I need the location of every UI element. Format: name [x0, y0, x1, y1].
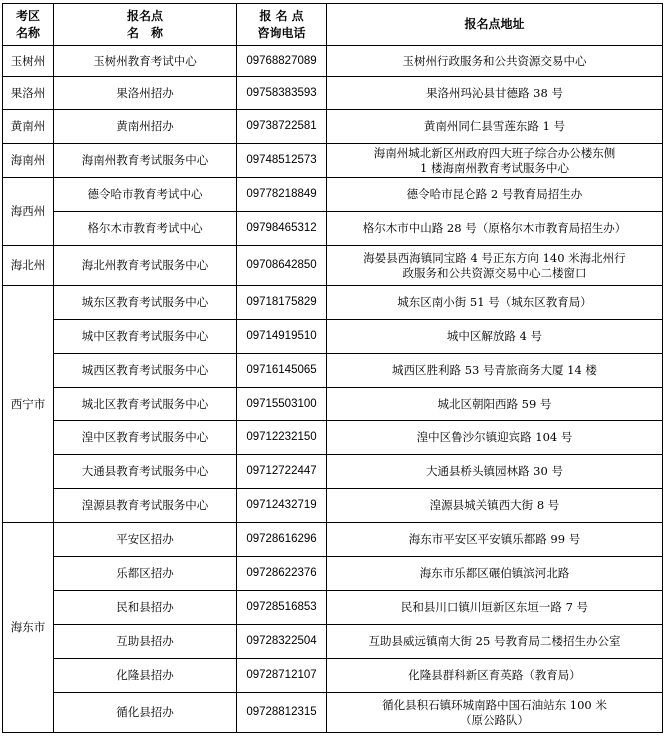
header-area-line1: 考区	[15, 8, 40, 23]
site-name-cell: 乐都区招办	[54, 557, 237, 591]
phone-cell: 09728622376	[237, 557, 327, 591]
address-cell	[327, 320, 663, 354]
address-line: 海东市平安区平安镇乐都路 99 号	[408, 532, 581, 546]
address-line: 玉树州行政服务和公共资源交易中心	[402, 53, 587, 68]
address-cell	[327, 591, 663, 625]
phone-cell: 09758383593	[237, 77, 327, 110]
table-row	[3, 557, 663, 591]
address-cell	[327, 246, 663, 286]
site-name-cell: 黄南州招办	[54, 110, 237, 144]
address-line: 循化县积石镇环城南路中国石油站东 100 米	[382, 697, 607, 712]
site-name-cell: 城东区教育考试服务中心	[54, 286, 237, 320]
site-name-cell: 城北区教育考试服务中心	[54, 388, 237, 421]
table-row	[3, 489, 663, 523]
address-line: 果洛州玛沁县甘德路 38 号	[426, 85, 563, 100]
header-area-line2: 名称	[15, 25, 40, 40]
address-cell	[327, 557, 663, 591]
phone-cell: 09712432719	[237, 489, 327, 523]
address-line: 城西区胜利路 53 号青旅商务大厦 14 楼	[392, 363, 597, 377]
phone-cell: 09798465312	[237, 212, 327, 246]
header-area	[3, 4, 54, 46]
registration-sites-table	[2, 3, 663, 733]
site-name-cell: 循化县招办	[54, 693, 237, 733]
area-name-cell: 黄南州	[3, 110, 54, 144]
area-name-cell: 西宁市	[3, 286, 54, 523]
phone-cell: 09768827089	[237, 46, 327, 77]
header-phone	[237, 4, 327, 46]
address-line: 城北区朝阳西路 59 号	[437, 396, 552, 411]
address-line: 黄南州同仁县雪莲东路 1 号	[423, 119, 566, 133]
header-site-line1: 报名点	[126, 8, 163, 23]
phone-cell: 09718175829	[237, 286, 327, 320]
address-line: 化隆县群科新区育英路（教育局）	[408, 668, 581, 682]
address-cell	[327, 523, 663, 557]
phone-cell: 09714919510	[237, 320, 327, 354]
table-row	[3, 354, 663, 388]
phone-cell: 09728712107	[237, 659, 327, 693]
address-line: 格尔木市中山路 28 号（原格尔木市教育局招生办）	[362, 221, 627, 235]
address-line: 湟中区鲁沙尔镇迎宾路 104 号	[416, 430, 573, 444]
header-site	[54, 4, 237, 46]
area-name-cell: 海东市	[3, 523, 54, 733]
site-name-cell: 互助县招办	[54, 625, 237, 659]
table-row	[3, 625, 663, 659]
address-line: 大通县桥头镇园林路 30 号	[426, 464, 563, 478]
phone-cell: 09728322504	[237, 625, 327, 659]
phone-cell: 09738722581	[237, 110, 327, 144]
site-name-cell: 格尔木市教育考试中心	[54, 212, 237, 246]
address-cell	[327, 110, 663, 144]
phone-cell: 09712232150	[237, 421, 327, 455]
header-site-line2: 名 称	[126, 25, 163, 40]
table-row	[3, 693, 663, 733]
address-line: 海东市乐都区碾伯镇滨河北路	[419, 566, 570, 580]
phone-cell: 09778218849	[237, 178, 327, 212]
phone-cell: 09748512573	[237, 144, 327, 178]
address-cell	[327, 212, 663, 246]
address-line: 德令哈市昆仑路 2 号教育局招生办	[406, 187, 583, 201]
table-row	[3, 212, 663, 246]
table-row	[3, 320, 663, 354]
address-cell	[327, 178, 663, 212]
area-name-cell: 果洛州	[3, 77, 54, 110]
phone-cell: 09708642850	[237, 246, 327, 286]
header-phone-line2: 咨询电话	[257, 25, 306, 40]
phone-cell: 09728516853	[237, 591, 327, 625]
table-header-row	[3, 4, 663, 46]
site-name-cell: 城中区教育考试服务中心	[54, 320, 237, 354]
address-line-2: （原公路队）	[460, 712, 529, 727]
address-line: 城东区南小街 51 号（城东区教育局）	[397, 295, 592, 309]
table-row	[3, 46, 663, 77]
address-cell	[327, 455, 663, 489]
address-cell	[327, 625, 663, 659]
header-phone-line1: 报 名 点	[259, 8, 304, 23]
table-row	[3, 455, 663, 489]
address-cell	[327, 144, 663, 178]
phone-cell: 09712722447	[237, 455, 327, 489]
table-body	[3, 46, 663, 733]
area-name-cell: 玉树州	[3, 46, 54, 77]
address-line: 互助县威远镇南大街 25 号教育局二楼招生办公室	[368, 634, 621, 648]
site-name-cell: 湟源县教育考试服务中心	[54, 489, 237, 523]
phone-cell: 09716145065	[237, 354, 327, 388]
site-name-cell: 玉树州教育考试中心	[54, 46, 237, 77]
address-line: 湟源县城关镇西大街 8 号	[429, 498, 560, 512]
table-row	[3, 110, 663, 144]
table-row	[3, 659, 663, 693]
site-name-cell: 大通县教育考试服务中心	[54, 455, 237, 489]
site-name-cell: 化隆县招办	[54, 659, 237, 693]
address-cell	[327, 286, 663, 320]
address-line: 海南州城北新区州政府四大班子综合办公楼东侧	[373, 145, 616, 160]
area-name-cell: 海北州	[3, 246, 54, 286]
address-cell	[327, 659, 663, 693]
table-row	[3, 523, 663, 557]
phone-cell: 09715503100	[237, 388, 327, 421]
site-name-cell: 民和县招办	[54, 591, 237, 625]
site-name-cell: 平安区招办	[54, 523, 237, 557]
site-name-cell: 果洛州招办	[54, 77, 237, 110]
phone-cell: 09728616296	[237, 523, 327, 557]
table-row	[3, 286, 663, 320]
header-address: 报名点地址	[327, 4, 663, 46]
site-name-cell: 湟中区教育考试服务中心	[54, 421, 237, 455]
address-cell	[327, 77, 663, 110]
address-cell	[327, 489, 663, 523]
address-line-2: 政服务和公共资源交易中心二楼窗口	[402, 265, 587, 280]
site-name-cell: 海北州教育考试服务中心	[54, 246, 237, 286]
table-row	[3, 77, 663, 110]
table-row	[3, 178, 663, 212]
area-name-cell: 海西州	[3, 178, 54, 246]
address-cell	[327, 388, 663, 421]
address-cell	[327, 693, 663, 733]
table-row	[3, 246, 663, 286]
address-line: 海晏县西海镇同宝路 4 号正东方向 140 米海北州行	[363, 250, 626, 265]
table-row	[3, 591, 663, 625]
table-row	[3, 421, 663, 455]
site-name-cell: 海南州教育考试服务中心	[54, 144, 237, 178]
address-cell	[327, 46, 663, 77]
site-name-cell: 城西区教育考试服务中心	[54, 354, 237, 388]
phone-cell: 09728812315	[237, 693, 327, 733]
table-row	[3, 144, 663, 178]
address-line: 民和县川口镇川垣新区东垣一路 7 号	[400, 600, 589, 614]
address-line-2: 1 楼海南州教育考试服务中心	[420, 160, 569, 175]
site-name-cell: 德令哈市教育考试中心	[54, 178, 237, 212]
address-cell	[327, 354, 663, 388]
address-line: 城中区解放路 4 号	[446, 329, 543, 343]
table-row	[3, 388, 663, 421]
area-name-cell: 海南州	[3, 144, 54, 178]
address-cell	[327, 421, 663, 455]
